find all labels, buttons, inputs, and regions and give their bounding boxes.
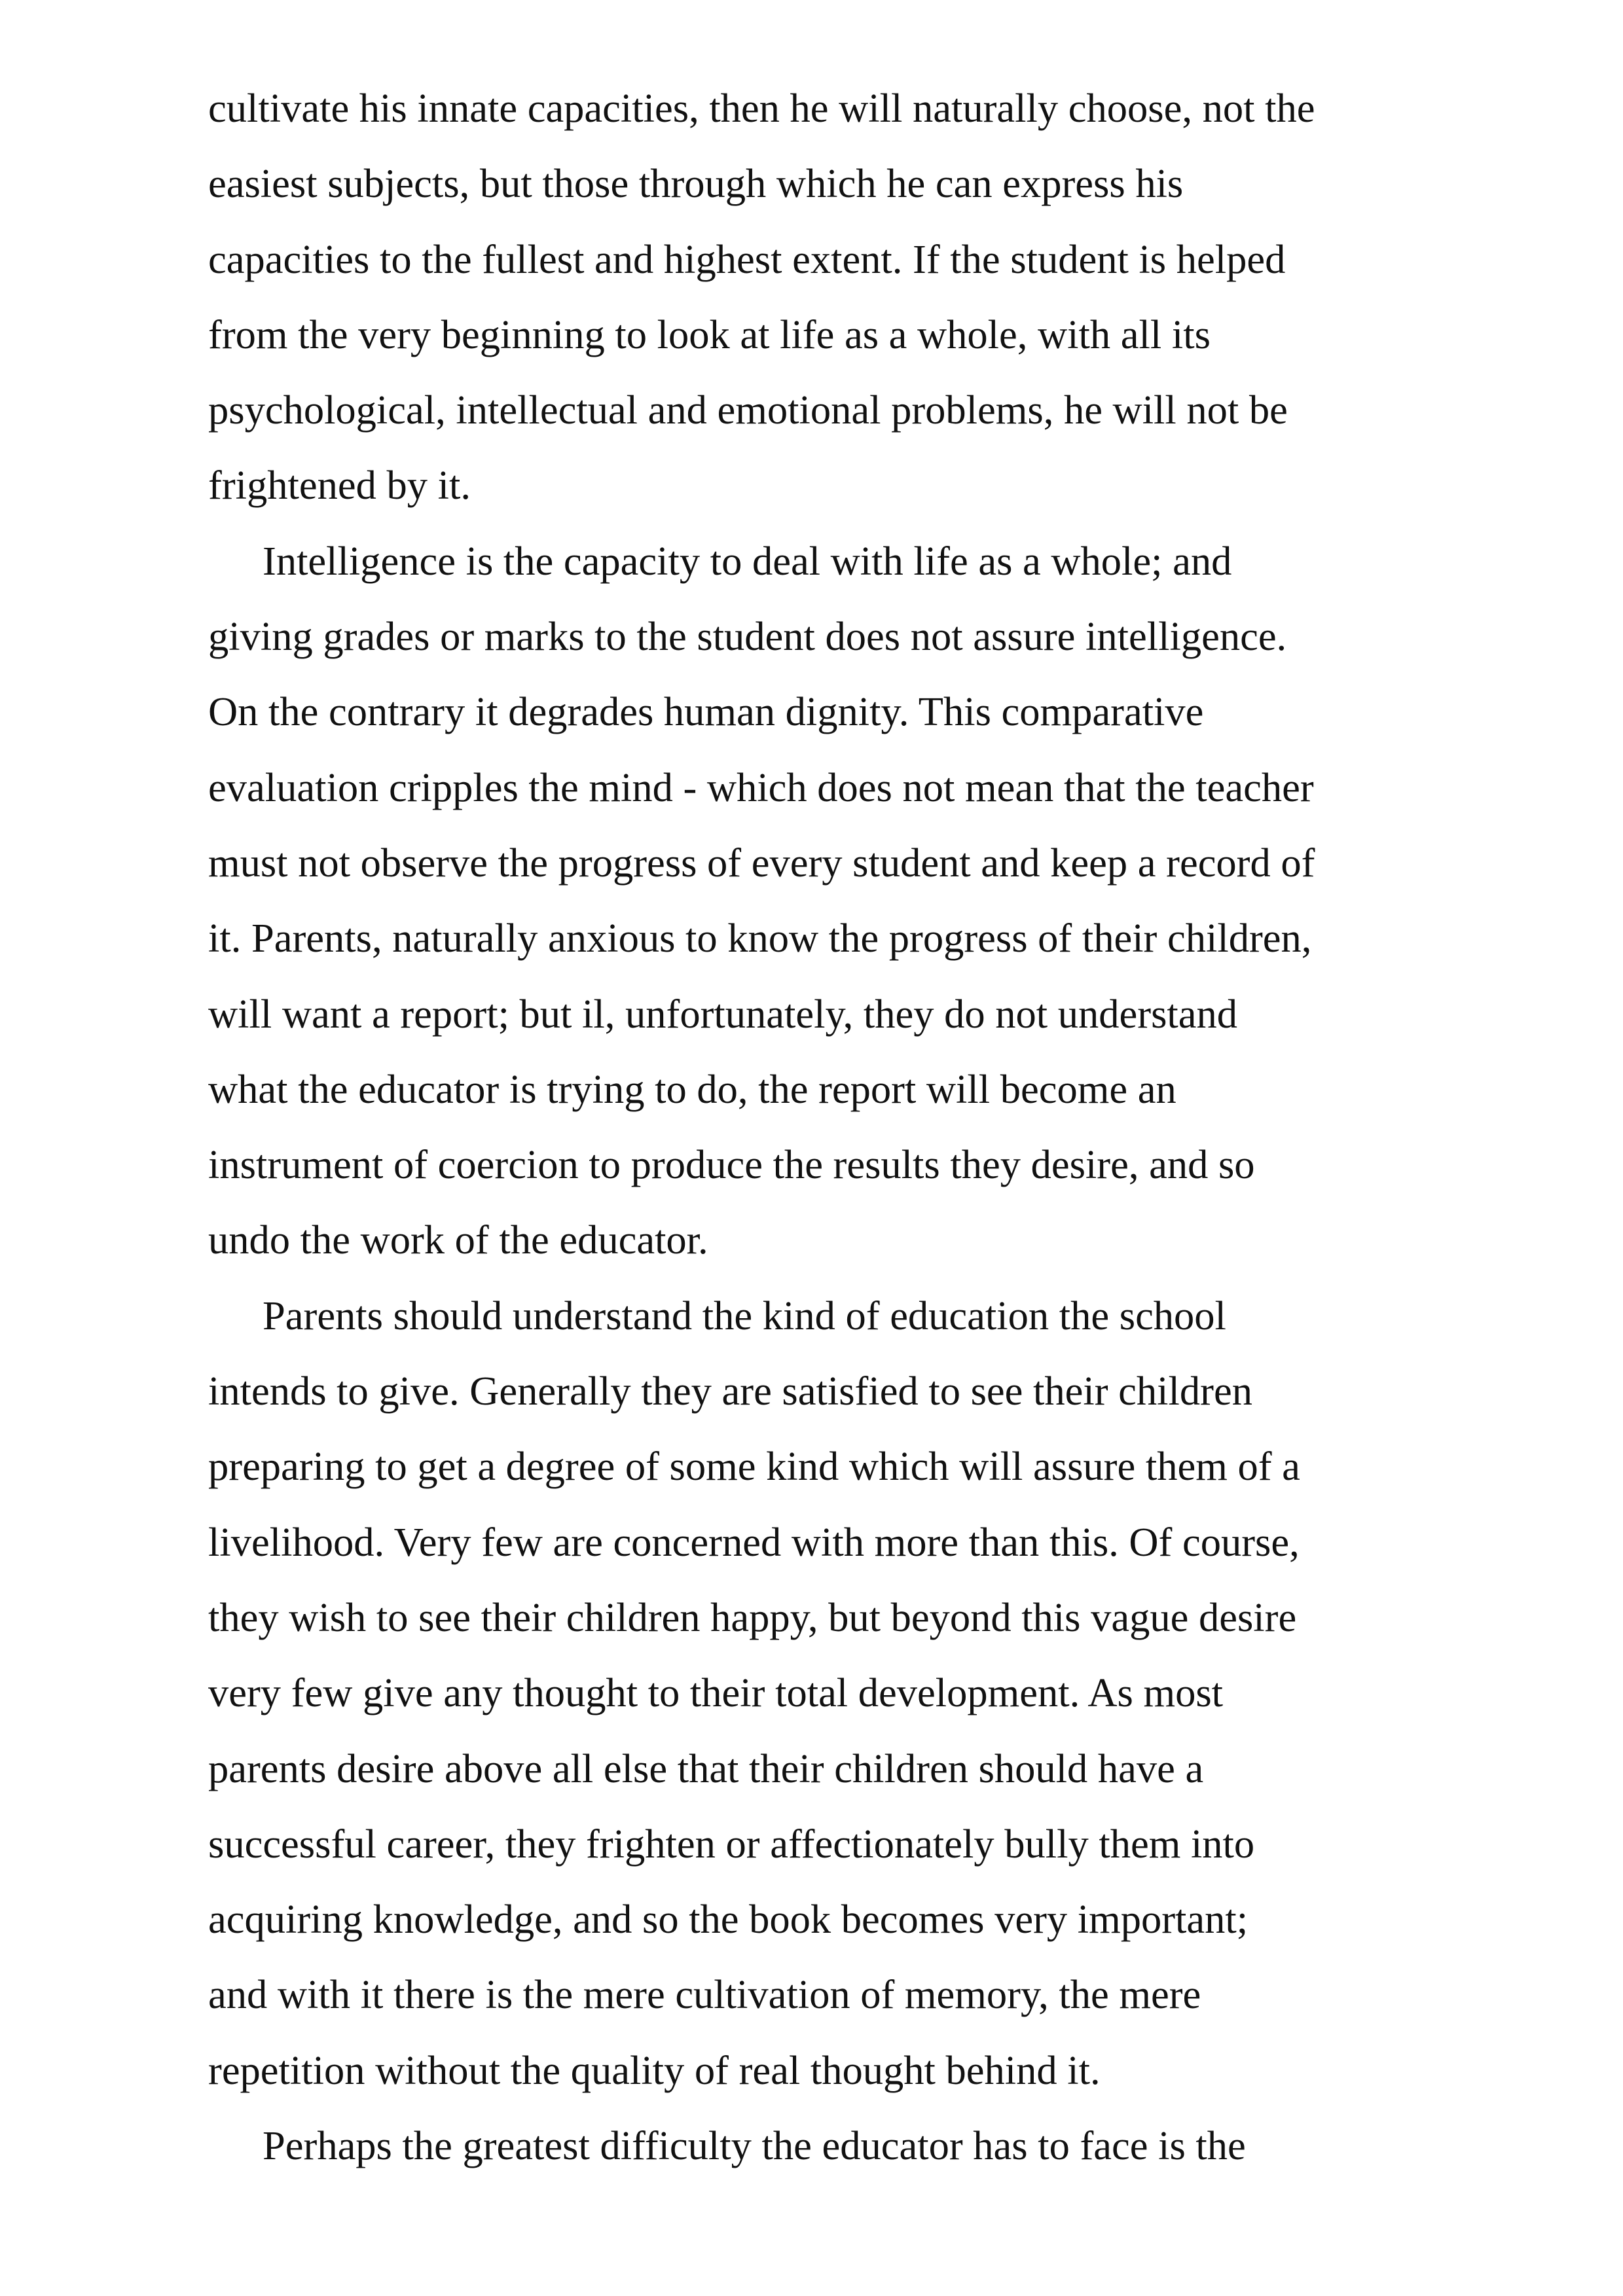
text-line: livelihood. Very few are concerned with more than this. Of course,: [208, 1518, 1300, 1565]
text-line: it. Parents, naturally anxious to know the progress of their children,: [208, 915, 1312, 961]
text-line: preparing to get a degree of some kind which will assure them of a: [208, 1443, 1300, 1490]
text-line: cultivate his innate capacities, then he will naturally choose, not the: [208, 85, 1315, 131]
text-line: from the very beginning to look at life as a whole, with all its: [208, 311, 1211, 357]
text-line: undo the work of the educator.: [208, 1217, 708, 1263]
paragraph: [208, 71, 1432, 524]
text-line: must not observe the progress of every student and keep a record of: [208, 839, 1315, 886]
text-line: and with it there is the mere cultivation of memory, the mere: [208, 1971, 1201, 2018]
text-line: acquiring knowledge, and so the book becomes very important;: [208, 1896, 1249, 1943]
text-line: will want a report; but il, unfortunately, they do not understand: [208, 990, 1237, 1037]
body-text: [208, 71, 1432, 2183]
paragraph: [208, 1278, 1432, 2108]
text-line: parents desire above all else that their children should have a: [208, 1745, 1204, 1791]
text-line: Perhaps the greatest difficulty the educator has to face is the: [263, 2123, 1246, 2169]
paragraph: [208, 524, 1432, 1278]
text-line: Parents should understand the kind of education the school: [263, 1292, 1226, 1338]
text-line: what the educator is trying to do, the report will become an: [208, 1066, 1176, 1112]
text-line: intends to give. Generally they are satisfied to see their children: [208, 1368, 1252, 1414]
text-line: capacities to the fullest and highest extent. If the student is helped: [208, 236, 1286, 282]
text-line: successful career, they frighten or affectionately bully them into: [208, 1820, 1255, 1867]
text-line: instrument of coercion to produce the results they desire, and so: [208, 1141, 1255, 1188]
text-line: they wish to see their children happy, but beyond this vague desire: [208, 1594, 1297, 1640]
text-line: psychological, intellectual and emotional problems, he will not be: [208, 387, 1288, 433]
text-line: repetition without the quality of real thought behind it.: [208, 2047, 1101, 2093]
text-line: Intelligence is the capacity to deal with life as a whole; and: [263, 537, 1232, 584]
text-line: easiest subjects, but those through which he can express his: [208, 160, 1184, 207]
text-line: evaluation cripples the mind - which does not mean that the teacher: [208, 764, 1314, 810]
text-line: frightened by it.: [208, 462, 471, 509]
paragraph: [208, 2108, 1432, 2183]
text-line: giving grades or marks to the student does not assure intelligence.: [208, 613, 1287, 660]
text-line: On the contrary it degrades human dignity. This comparative: [208, 689, 1204, 735]
text-line: very few give any thought to their total development. As most: [208, 1670, 1224, 1716]
